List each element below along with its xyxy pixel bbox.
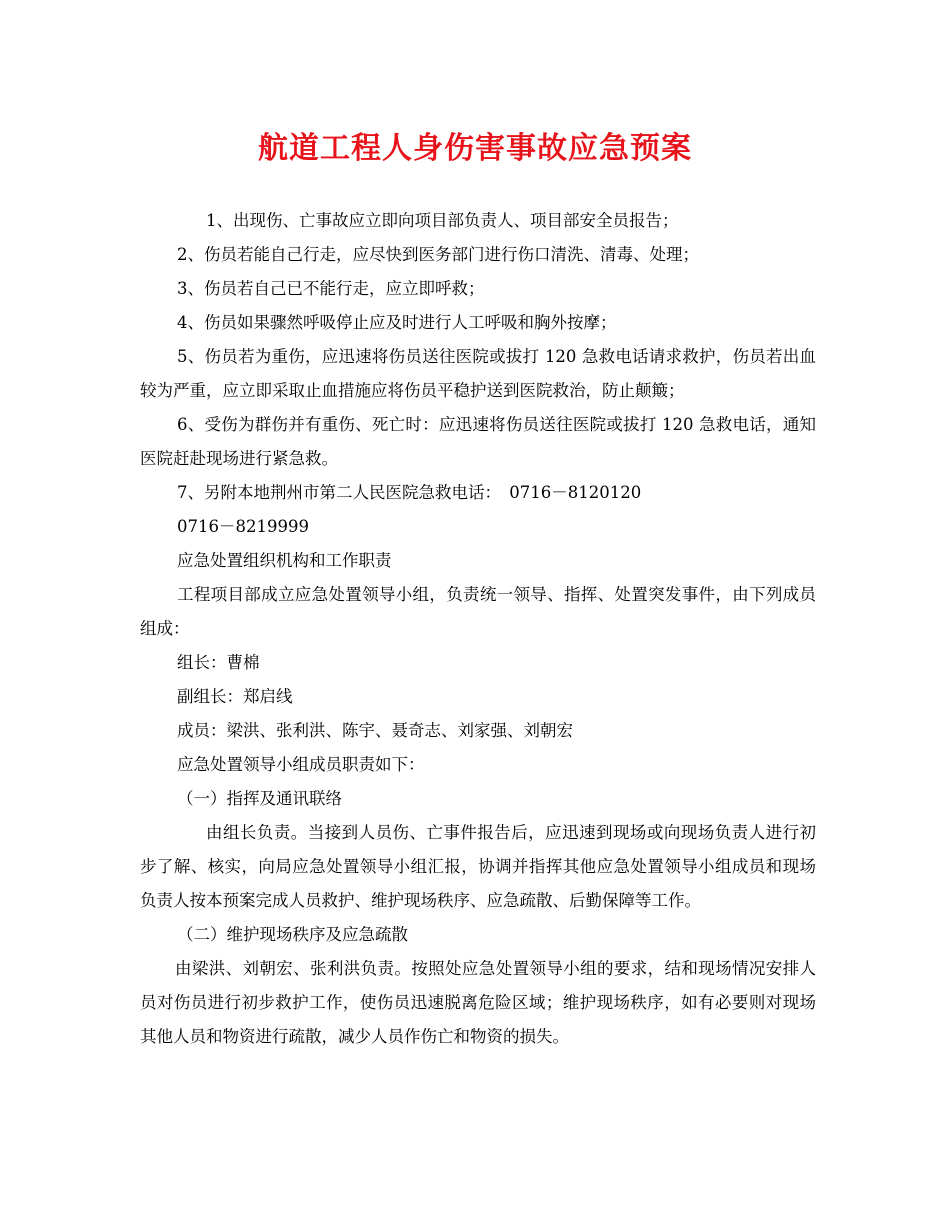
team-members: 成员：梁洪、张利洪、陈宇、聂奇志、刘家强、刘朝宏 [177,721,573,740]
duties-intro: 应急处置领导小组成员职责如下： [177,755,425,774]
document-body [140,204,816,1054]
paragraph-3: 3、伤员若自己已不能行走，应立即呼救； [177,279,485,298]
subheading-command: （一）指挥及通讯联络 [177,789,342,808]
paragraph-1: 1、出现伤、亡事故应立即向项目部负责人、项目部安全员报告； [206,211,679,230]
team-leader: 组长：曹棉 [177,653,260,672]
document-title: 航道工程人身伤害事故应急预案 [258,131,692,166]
paragraph-4: 4、伤员如果骤然呼吸停止应及时进行人工呼吸和胸外按摩； [177,313,617,332]
phone-number-2: 0716－8219999 [177,517,309,536]
paragraph-5: 5、伤员若为重伤，应迅速将伤员送往医院或拔打 120 急救电话请求救护，伤员若出血较为严重，应立即采取止血措施应将伤员平稳护送到医院救治，防止颠簸； [140,347,816,400]
paragraph-order: 由梁洪、刘朝宏、张利洪负责。按照处应急处置领导小组的要求，结和现场情况安排人员对伤员进行初步救护工作，使伤员迅速脱离危险区域；维护现场秩序，如有必要则对现场其他人员和物资进行疏散，减少人员作伤亡和物资的损失。 [140,959,816,1046]
section-heading-organization: 应急处置组织机构和工作职责 [177,551,392,570]
subheading-order: （二）维护现场秩序及应急疏散 [177,925,408,944]
paragraph-organization: 工程项目部成立应急处置领导小组，负责统一领导、指挥、处置突发事件，由下列成员组成： [140,585,816,638]
paragraph-7: 7、另附本地荆州市第二人民医院急救电话： 0716－8120120 [177,483,642,502]
paragraph-2: 2、伤员若能自己行走，应尽快到医务部门进行伤口清洗、清毒、处理； [177,245,699,264]
deputy-team-leader: 副组长：郑启线 [177,687,293,706]
paragraph-command: 由组长负责。当接到人员伤、亡事件报告后，应迅速到现场或向现场负责人进行初步了解、核实，向局应急处置领导小组汇报，协调并指挥其他应急处置领导小组成员和现场负责人按本预案完成人员救护、维护现场秩序、应急疏散、后勤保障等工作。 [140,823,816,910]
paragraph-6: 6、受伤为群伤并有重伤、死亡时：应迅速将伤员送往医院或拔打 120 急救电话，通知医院赶赴现场进行紧急救。 [140,415,816,468]
